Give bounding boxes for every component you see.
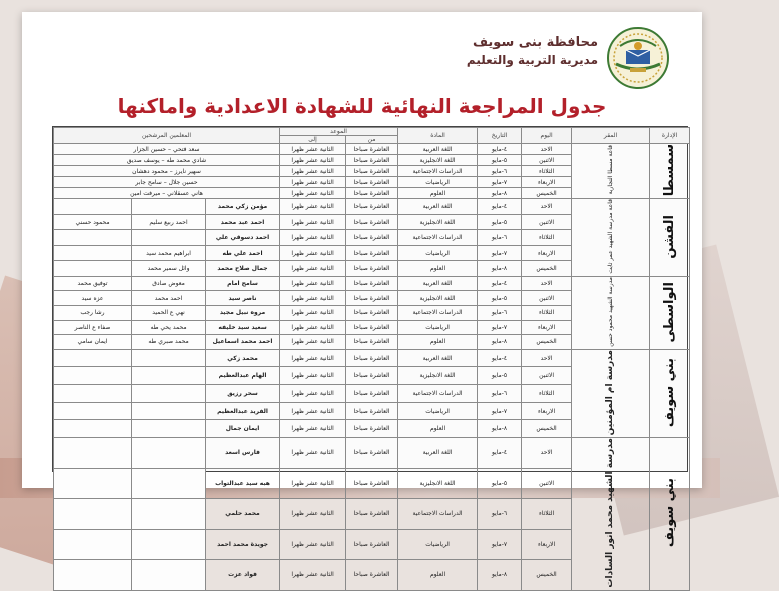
day-cell: الاحد	[522, 144, 572, 155]
time-from-cell: العاشرة صباحا	[346, 276, 398, 291]
teacher-cell: وائل سمير محمد	[132, 261, 206, 277]
teacher-cell	[132, 385, 206, 403]
date-cell: ٧-مايو	[478, 320, 522, 335]
subject-cell: اللغة العربية	[398, 199, 478, 215]
teacher-cell	[132, 529, 206, 560]
teacher-cell	[132, 230, 206, 246]
teacher-cell: احمد دسوقي علي	[206, 230, 280, 246]
teachers-cell: هاني عسقلاني – ميرفت امين	[54, 188, 280, 199]
subject-cell: العلوم	[398, 420, 478, 438]
teacher-cell	[132, 420, 206, 438]
idara-cell	[650, 276, 690, 349]
date-cell: ٦-مايو	[478, 385, 522, 403]
time-to-cell: الثانية عشر ظهرا	[280, 335, 346, 350]
time-to-cell: الثانية عشر ظهرا	[280, 349, 346, 367]
date-cell: ٤-مايو	[478, 199, 522, 215]
teacher-cell: صفاء ع الناصر	[54, 320, 132, 335]
time-from-cell: العاشرة صباحا	[346, 245, 398, 261]
header-time-to: إلى	[280, 136, 346, 144]
subject-cell: الدراسات الاجتماعية	[398, 230, 478, 246]
teacher-cell	[54, 349, 132, 367]
time-from-cell: العاشرة صباحا	[346, 420, 398, 438]
teacher-cell: محمود حسني	[54, 214, 132, 230]
maqar-label: مدرسة الشهيد محمد انور السادات	[605, 438, 616, 588]
teacher-cell	[132, 499, 206, 530]
teacher-cell	[54, 438, 132, 469]
subject-cell: اللغة الانجليزية	[398, 468, 478, 499]
subject-cell: الرياضيات	[398, 245, 478, 261]
teacher-cell: فارس اسعد	[206, 438, 280, 469]
teacher-cell: ايمان سامي	[54, 335, 132, 350]
teacher-cell	[132, 199, 206, 215]
teacher-cell: احمد محمد	[132, 291, 206, 306]
teacher-cell: احمد محمد اسماعيل	[206, 335, 280, 350]
time-from-cell: العاشرة صباحا	[346, 468, 398, 499]
teacher-cell: رشا رجب	[54, 306, 132, 321]
time-from-cell: العاشرة صباحا	[346, 214, 398, 230]
teacher-cell: مروه نبيل مجيد	[206, 306, 280, 321]
day-cell: الخميس	[522, 420, 572, 438]
education-emblem-icon	[606, 26, 670, 90]
subject-cell: العلوم	[398, 261, 478, 277]
teacher-cell: ناصر سيد	[206, 291, 280, 306]
time-to-cell: الثانية عشر ظهرا	[280, 320, 346, 335]
teacher-cell: محمد زكي	[206, 349, 280, 367]
time-to-cell: الثانية عشر ظهرا	[280, 245, 346, 261]
time-to-cell: الثانية عشر ظهرا	[280, 367, 346, 385]
teacher-cell: الفريد عبدالعظيم	[206, 402, 280, 420]
idara-label: بني سويف	[662, 478, 678, 548]
table-row	[54, 438, 690, 469]
date-cell: ٦-مايو	[478, 166, 522, 177]
day-cell: الثلاثاء	[522, 385, 572, 403]
time-to-cell: الثانية عشر ظهرا	[280, 306, 346, 321]
subject-cell: اللغة الانجليزية	[398, 291, 478, 306]
day-cell: الاحد	[522, 199, 572, 215]
time-to-cell: الثانية عشر ظهرا	[280, 560, 346, 591]
idara-cell	[650, 199, 690, 277]
schedule-table-wrapper	[52, 126, 688, 588]
subject-cell: اللغة العربية	[398, 276, 478, 291]
time-to-cell: الثانية عشر ظهرا	[280, 144, 346, 155]
date-cell: ٤-مايو	[478, 438, 522, 469]
time-from-cell: العاشرة صباحا	[346, 261, 398, 277]
teacher-cell: فواد عزت	[206, 560, 280, 591]
idara-label: سمسطا	[662, 144, 678, 197]
day-cell: الاثنين	[522, 367, 572, 385]
day-cell: الاثنين	[522, 155, 572, 166]
day-cell: الاحد	[522, 276, 572, 291]
day-cell: الثلاثاء	[522, 230, 572, 246]
time-to-cell: الثانية عشر ظهرا	[280, 291, 346, 306]
day-cell: الاثنين	[522, 291, 572, 306]
subject-cell: الدراسات الاجتماعية	[398, 499, 478, 530]
teacher-cell	[54, 402, 132, 420]
teacher-cell: سامح امام	[206, 276, 280, 291]
day-cell: الاثنين	[522, 214, 572, 230]
day-cell: الاثنين	[522, 468, 572, 499]
time-to-cell: الثانية عشر ظهرا	[280, 420, 346, 438]
subject-cell: اللغة العربية	[398, 438, 478, 469]
teacher-cell	[54, 199, 132, 215]
teacher-cell	[54, 230, 132, 246]
document-slide	[22, 12, 702, 588]
teacher-cell	[132, 349, 206, 367]
time-from-cell: العاشرة صباحا	[346, 499, 398, 530]
day-cell: الاحد	[522, 438, 572, 469]
time-to-cell: الثانية عشر ظهرا	[280, 276, 346, 291]
time-to-cell: الثانية عشر ظهرا	[280, 155, 346, 166]
table-row	[54, 144, 690, 155]
teacher-cell	[54, 367, 132, 385]
teacher-cell	[132, 560, 206, 591]
date-cell: ٧-مايو	[478, 177, 522, 188]
teacher-cell: محمد يحي طه	[132, 320, 206, 335]
date-cell: ٨-مايو	[478, 188, 522, 199]
date-cell: ٥-مايو	[478, 468, 522, 499]
time-from-cell: العاشرة صباحا	[346, 199, 398, 215]
teacher-cell	[54, 420, 132, 438]
header-subject: المادة	[398, 128, 478, 144]
time-to-cell: الثانية عشر ظهرا	[280, 402, 346, 420]
time-from-cell: العاشرة صباحا	[346, 230, 398, 246]
date-cell: ٨-مايو	[478, 335, 522, 350]
header-day: اليوم	[522, 128, 572, 144]
governorate-name: محافظة بنى سويف	[472, 35, 598, 50]
table-row	[54, 349, 690, 367]
date-cell: ٨-مايو	[478, 560, 522, 591]
date-cell: ٤-مايو	[478, 276, 522, 291]
subject-cell: اللغة العربية	[398, 144, 478, 155]
time-from-cell: العاشرة صباحا	[346, 560, 398, 591]
date-cell: ٦-مايو	[478, 306, 522, 321]
day-cell: الخميس	[522, 188, 572, 199]
time-to-cell: الثانية عشر ظهرا	[280, 261, 346, 277]
teacher-cell: نهي ع الحميد	[132, 306, 206, 321]
day-cell: الخميس	[522, 261, 572, 277]
maqar-label: قاعة مسطا التجارية	[607, 145, 615, 195]
teacher-cell: جويدة محمد احمد	[206, 529, 280, 560]
time-from-cell: العاشرة صباحا	[346, 402, 398, 420]
time-to-cell: الثانية عشر ظهرا	[280, 166, 346, 177]
teacher-cell	[54, 245, 132, 261]
subject-cell: الرياضيات	[398, 320, 478, 335]
header-date: التاريخ	[478, 128, 522, 144]
teacher-cell	[54, 499, 132, 530]
idara-label: الواسطى	[662, 281, 678, 343]
teacher-cell: الهام عبدالعظيم	[206, 367, 280, 385]
maqar-cell	[572, 144, 650, 199]
time-from-cell: العاشرة صباحا	[346, 166, 398, 177]
date-cell: ٤-مايو	[478, 349, 522, 367]
idara-label: الفشن	[662, 214, 678, 259]
subject-cell: الرياضيات	[398, 402, 478, 420]
day-cell: الاربعاء	[522, 320, 572, 335]
teacher-cell: مؤمن زكي محمد	[206, 199, 280, 215]
teacher-cell	[54, 261, 132, 277]
date-cell: ٨-مايو	[478, 420, 522, 438]
date-cell: ٦-مايو	[478, 499, 522, 530]
day-cell: الاربعاء	[522, 245, 572, 261]
time-from-cell: العاشرة صباحا	[346, 385, 398, 403]
idara-cell	[650, 438, 690, 591]
subject-cell: اللغة الانجليزية	[398, 367, 478, 385]
teacher-cell: عزه سيد	[54, 291, 132, 306]
header-time-from: من	[346, 136, 398, 144]
page-title: جدول المراجعة النهائية للشهادة الاعدادية واماكنها	[117, 94, 607, 118]
time-to-cell: الثانية عشر ظهرا	[280, 499, 346, 530]
header-block	[467, 34, 598, 68]
time-from-cell: العاشرة صباحا	[346, 367, 398, 385]
time-to-cell: الثانية عشر ظهرا	[280, 468, 346, 499]
subject-cell: الدراسات الاجتماعية	[398, 306, 478, 321]
subject-cell: اللغة الانجليزية	[398, 214, 478, 230]
header-teachers: المعلمين المرشحين	[54, 128, 280, 144]
subject-cell: العلوم	[398, 188, 478, 199]
header-maqar: المقر	[572, 128, 650, 144]
teacher-cell	[54, 468, 132, 499]
teacher-cell: توفيق محمد	[54, 276, 132, 291]
teacher-cell: احمد عبد محمد	[206, 214, 280, 230]
subject-cell: الرياضيات	[398, 529, 478, 560]
day-cell: الخميس	[522, 335, 572, 350]
date-cell: ٧-مايو	[478, 245, 522, 261]
time-to-cell: الثانية عشر ظهرا	[280, 188, 346, 199]
subject-cell: اللغة الانجليزية	[398, 155, 478, 166]
time-to-cell: الثانية عشر ظهرا	[280, 199, 346, 215]
teacher-cell	[132, 438, 206, 469]
teacher-cell: محمد صبري طه	[132, 335, 206, 350]
teacher-cell: ابراهيم محمد سيد	[132, 245, 206, 261]
teacher-cell: هبه سيد عبدالتواب	[206, 468, 280, 499]
teacher-cell	[132, 367, 206, 385]
time-to-cell: الثانية عشر ظهرا	[280, 230, 346, 246]
day-cell: الاربعاء	[522, 177, 572, 188]
teacher-cell	[132, 402, 206, 420]
subject-cell: الدراسات الاجتماعية	[398, 385, 478, 403]
maqar-cell	[572, 349, 650, 437]
date-cell: ٨-مايو	[478, 261, 522, 277]
table-row	[54, 199, 690, 215]
time-from-cell: العاشرة صباحا	[346, 438, 398, 469]
time-to-cell: الثانية عشر ظهرا	[280, 385, 346, 403]
schedule-table-body	[54, 144, 690, 591]
time-from-cell: العاشرة صباحا	[346, 177, 398, 188]
teacher-cell	[54, 529, 132, 560]
teachers-cell: شادي محمد طه – يوسف صديق	[54, 155, 280, 166]
subject-cell: العلوم	[398, 335, 478, 350]
teacher-cell	[54, 560, 132, 591]
date-cell: ٧-مايو	[478, 529, 522, 560]
day-cell: الاحد	[522, 349, 572, 367]
subject-cell: الرياضيات	[398, 177, 478, 188]
subject-cell: الدراسات الاجتماعية	[398, 166, 478, 177]
date-cell: ٤-مايو	[478, 144, 522, 155]
date-cell: ٥-مايو	[478, 155, 522, 166]
schedule-table	[53, 127, 690, 591]
time-from-cell: العاشرة صباحا	[346, 320, 398, 335]
time-to-cell: الثانية عشر ظهرا	[280, 214, 346, 230]
maqar-label: مدرسة الشهيد محمود حسن	[607, 276, 615, 347]
teacher-cell	[132, 468, 206, 499]
day-cell: الاربعاء	[522, 529, 572, 560]
day-cell: الاربعاء	[522, 402, 572, 420]
teacher-cell: احمد ربيع سليم	[132, 214, 206, 230]
teachers-cell: سعد فتحي – حسين الجزار	[54, 144, 280, 155]
maqar-cell	[572, 199, 650, 277]
idara-label: بني سويف	[662, 357, 678, 427]
maqar-cell	[572, 276, 650, 349]
subject-cell: اللغة العربية	[398, 349, 478, 367]
time-to-cell: الثانية عشر ظهرا	[280, 177, 346, 188]
time-from-cell: العاشرة صباحا	[346, 306, 398, 321]
time-from-cell: العاشرة صباحا	[346, 529, 398, 560]
idara-cell	[650, 349, 690, 437]
subject-cell: العلوم	[398, 560, 478, 591]
time-to-cell: الثانية عشر ظهرا	[280, 529, 346, 560]
teacher-cell: سعيد سيد خليفه	[206, 320, 280, 335]
maqar-cell	[572, 438, 650, 591]
time-to-cell: الثانية عشر ظهرا	[280, 438, 346, 469]
teacher-cell: ايمان جمال	[206, 420, 280, 438]
day-cell: الثلاثاء	[522, 306, 572, 321]
time-from-cell: العاشرة صباحا	[346, 349, 398, 367]
maqar-label: قاعة مدرسة الشهيد عمر ثابت	[607, 199, 615, 274]
time-from-cell: العاشرة صباحا	[346, 335, 398, 350]
teachers-cell: سهير نايرز – محمود دهشان	[54, 166, 280, 177]
date-cell: ٦-مايو	[478, 230, 522, 246]
table-header-row-1	[54, 128, 690, 136]
directorate-name: مديرية التربية والتعليم	[466, 53, 598, 67]
header-time-group: الموعد	[280, 128, 398, 136]
maqar-label: مدرسة ام المؤمنين	[605, 349, 616, 436]
teacher-cell: سحر رزيق	[206, 385, 280, 403]
teacher-cell: معوض صادق	[132, 276, 206, 291]
time-from-cell: العاشرة صباحا	[346, 188, 398, 199]
teachers-cell: حسين جلال – سامح جابر	[54, 177, 280, 188]
header-idara: الإدارة	[650, 128, 690, 144]
date-cell: ٥-مايو	[478, 367, 522, 385]
day-cell: الثلاثاء	[522, 499, 572, 530]
time-from-cell: العاشرة صباحا	[346, 291, 398, 306]
day-cell: الخميس	[522, 560, 572, 591]
date-cell: ٥-مايو	[478, 291, 522, 306]
table-row	[54, 276, 690, 291]
teacher-cell: محمد حلمي	[206, 499, 280, 530]
idara-cell	[650, 144, 690, 199]
teacher-cell: جمال صلاح محمد	[206, 261, 280, 277]
date-cell: ٥-مايو	[478, 214, 522, 230]
teacher-cell: احمد علي طه	[206, 245, 280, 261]
time-from-cell: العاشرة صباحا	[346, 144, 398, 155]
time-from-cell: العاشرة صباحا	[346, 155, 398, 166]
date-cell: ٧-مايو	[478, 402, 522, 420]
day-cell: الثلاثاء	[522, 166, 572, 177]
teacher-cell	[54, 385, 132, 403]
